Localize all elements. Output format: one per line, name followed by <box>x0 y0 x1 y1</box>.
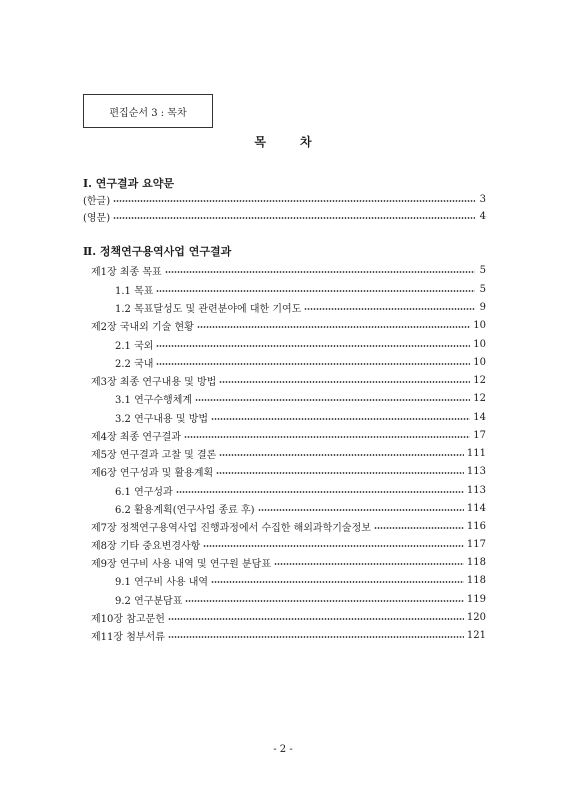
toc-entry-page: 119 <box>466 593 486 605</box>
toc-entry-label: 3.1 연구수행체계 <box>115 394 193 406</box>
toc-entry-page: 113 <box>466 484 486 496</box>
toc-entry-page: 17 <box>473 429 486 441</box>
title-char-1: 목 <box>254 135 266 149</box>
toc-entry[interactable] <box>115 299 486 315</box>
toc-entry[interactable] <box>91 262 486 278</box>
toc-entry-page: 120 <box>466 611 486 623</box>
toc-entry-label: 제3장 최종 연구내용 및 방법 <box>91 376 217 388</box>
leader-dots <box>219 381 470 383</box>
toc-entry-page: 3 <box>479 193 486 205</box>
toc-entry[interactable] <box>91 609 486 625</box>
toc-entry-label: 6.1 연구성과 <box>115 486 173 498</box>
toc-entry-page: 12 <box>473 374 486 386</box>
leader-dots <box>219 454 464 456</box>
toc-entry-label: 9.2 연구분담표 <box>115 595 183 607</box>
toc-entry-label: 1.2 목표달성도 및 관련분야에 대한 기여도 <box>115 303 302 315</box>
toc-entry-label: 제10장 참고문헌 <box>91 613 165 625</box>
toc-entry[interactable] <box>91 554 486 570</box>
leader-dots <box>176 491 464 493</box>
leader-dots <box>165 271 475 273</box>
toc-entry-label: (한글) <box>83 195 111 207</box>
leader-dots <box>168 618 464 620</box>
toc-entry-page: 114 <box>466 502 486 514</box>
section-heading-1: Ⅰ. 연구결과 요약문 <box>83 177 175 190</box>
toc-entry[interactable] <box>91 372 486 388</box>
toc-entry-page: 5 <box>479 264 486 276</box>
page-number: - 2 - <box>273 744 293 755</box>
toc-entry-label: 제11장 첨부서류 <box>91 631 165 643</box>
toc-entry-label: 2.1 국외 <box>115 340 154 352</box>
toc-entry-label: 6.2 활용계획(연구사업 종료 후) <box>115 504 255 516</box>
toc-entry-page: 111 <box>466 447 486 459</box>
toc-entry-label: 9.1 연구비 사용 내역 <box>115 576 209 588</box>
toc-entry-label: 1.1 목표 <box>115 285 154 297</box>
edit-order-box <box>83 94 213 128</box>
title-char-2: 차 <box>300 135 312 149</box>
leader-dots <box>185 600 464 602</box>
toc-entry[interactable] <box>115 336 486 352</box>
toc-entry-label: 제9장 연구비 사용 내역 및 연구원 분담표 <box>91 558 271 570</box>
leader-dots <box>156 363 470 365</box>
page-title <box>0 133 566 150</box>
toc-entry[interactable] <box>115 572 486 588</box>
leader-dots <box>113 200 475 202</box>
toc-entry-page: 116 <box>466 520 486 532</box>
toc-entry[interactable] <box>115 500 486 516</box>
leader-dots <box>197 326 470 328</box>
toc-entry-page: 113 <box>466 465 486 477</box>
toc-entry[interactable] <box>91 463 486 479</box>
toc-entry-label: 제1장 최종 목표 <box>91 266 162 278</box>
toc-entry-label: 제6장 연구성과 및 활용계획 <box>91 467 214 479</box>
leader-dots <box>216 472 464 474</box>
toc-entry-label: 2.2 국내 <box>115 358 154 370</box>
toc-entry-page: 14 <box>473 411 486 423</box>
toc-entry-page: 4 <box>479 210 486 222</box>
toc-entry[interactable] <box>115 281 486 297</box>
toc-entry-page: 5 <box>479 283 486 295</box>
toc-entry[interactable] <box>115 409 486 425</box>
toc-entry[interactable] <box>91 317 486 333</box>
leader-dots <box>211 581 464 583</box>
toc-entry[interactable] <box>91 536 486 552</box>
toc-entry[interactable] <box>115 591 486 607</box>
edit-order-label: 편집순서 3 : 목차 <box>109 107 187 119</box>
toc-entry-page: 10 <box>473 319 486 331</box>
toc-entry[interactable] <box>83 208 486 224</box>
toc-entry-page: 9 <box>479 301 486 313</box>
toc-entry[interactable] <box>115 354 486 370</box>
toc-entry-label: 제8장 기타 중요변경사항 <box>91 540 201 552</box>
leader-dots <box>113 217 475 219</box>
leader-dots <box>168 636 464 638</box>
toc-entry-label: 제2장 국내외 기술 현황 <box>91 321 194 333</box>
toc-entry[interactable] <box>91 427 486 443</box>
leader-dots <box>195 399 470 401</box>
toc-entry[interactable] <box>115 482 486 498</box>
leader-dots <box>156 290 475 292</box>
toc-entry-page: 117 <box>466 538 486 550</box>
section-heading-2: Ⅱ. 정책연구용역사업 연구결과 <box>83 245 232 258</box>
toc-entry-page: 118 <box>466 574 486 586</box>
toc-entry-page: 121 <box>466 629 486 641</box>
leader-dots <box>374 527 464 529</box>
leader-dots <box>211 418 470 420</box>
toc-entry[interactable] <box>91 627 486 643</box>
toc-entry-page: 12 <box>473 392 486 404</box>
leader-dots <box>258 509 464 511</box>
toc-entry-page: 10 <box>473 338 486 350</box>
leader-dots <box>274 563 464 565</box>
toc-entry-page: 118 <box>466 556 486 568</box>
toc-entry-label: (영문) <box>83 212 111 224</box>
toc-entry[interactable] <box>91 445 486 461</box>
toc-entry-label: 3.2 연구내용 및 방법 <box>115 413 209 425</box>
toc-entry[interactable] <box>91 518 486 534</box>
toc-entry-page: 10 <box>473 356 486 368</box>
leader-dots <box>156 345 470 347</box>
leader-dots <box>304 308 475 310</box>
leader-dots <box>184 436 470 438</box>
toc-entry-label: 제5장 연구결과 고찰 및 결론 <box>91 449 217 461</box>
toc-entry[interactable] <box>83 191 486 207</box>
toc-entry-label: 제7장 정책연구용역사업 진행과정에서 수집한 해외과학기술정보 <box>91 522 371 534</box>
toc-entry-label: 제4장 최종 연구결과 <box>91 431 181 443</box>
leader-dots <box>203 545 464 547</box>
toc-entry[interactable] <box>115 390 486 406</box>
